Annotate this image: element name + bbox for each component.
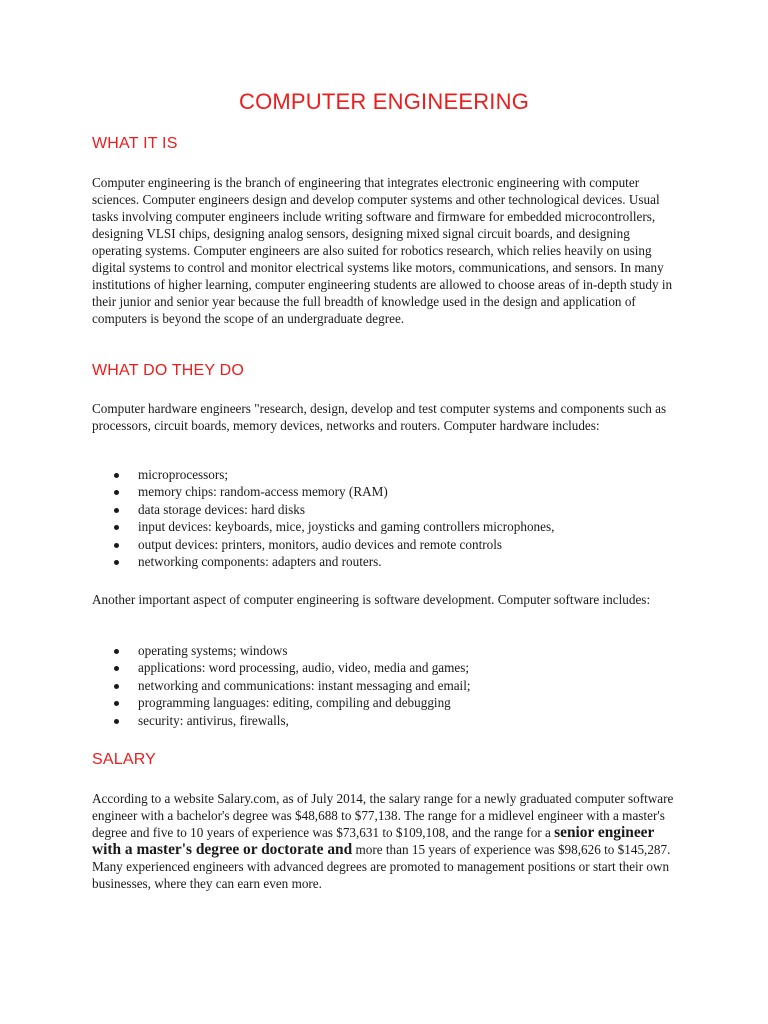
list-item: programming languages: editing, compiling and debugging	[92, 694, 678, 711]
list-item: data storage devices: hard disks	[92, 501, 678, 518]
list-item: networking components: adapters and routers.	[92, 553, 678, 570]
heading-salary: SALARY	[92, 751, 157, 768]
list-item: applications: word processing, audio, video, media and games;	[92, 659, 678, 676]
list-item: memory chips: random-access memory (RAM)	[92, 483, 678, 500]
list-item: input devices: keyboards, mice, joysticks and gaming controllers microphones,	[92, 518, 678, 535]
document-title: COMPUTER ENGINEERING	[238, 89, 530, 114]
salary-emphasis: senior engineer with a master's degree or doctorate and	[92, 824, 655, 858]
paragraph-software-intro: Another important aspect of computer engineering is software development. Computer software includes:	[92, 592, 651, 607]
list-item: security: antivirus, firewalls,	[92, 712, 678, 729]
hardware-list	[92, 466, 678, 570]
heading-what-do-they-do: WHAT DO THEY DO	[92, 362, 245, 379]
paragraph-what-it-is: Computer engineering is the branch of engineering that integrates electronic engineering with computer sciences. Computer engineers design and develop computer systems and other technological devices. Usual tasks involving computer engineers include writing software and firmware for embedded microcontrollers, designing VLSI chips, designing analog sensors, designing mixed signal circuit boards, and designing operating systems. Computer engineers are also suited for robotics research, which relies heavily on using digital systems to control and monitor electrical systems like motors, communications, and sensors. In many institutions of higher learning, computer engineering students are allowed to choose areas of in-depth study in their junior and senior year because the full breadth of knowledge used in the design and application of computers is beyond the scope of an undergraduate degree.	[92, 175, 673, 326]
paragraph-hardware-intro: Computer hardware engineers "research, design, develop and test computer systems and components such as processors, circuit boards, memory devices, networks and routers. Computer hardware includes:	[92, 401, 667, 433]
paragraph-salary	[92, 790, 678, 892]
heading-what-it-is: WHAT IT IS	[92, 135, 178, 152]
software-list	[92, 642, 678, 729]
list-item: output devices: printers, monitors, audio devices and remote controls	[92, 536, 678, 553]
list-item: microprocessors;	[92, 466, 678, 483]
salary-text-start: According to a website Salary.com, as of July 2014, the salary range for a newly graduated computer software engineer with a bachelor's degree was $48,688 to $77,138. The range for a midlevel engineer with a master's degree and five to 10 years of experience was $73,631 to $109,108, and the range for a	[92, 791, 674, 840]
salary-text-end: more than 15 years of experience was $98,626 to $145,287. Many experienced engineers with advanced degrees are promoted to management positions or start their own businesses, where they can earn even more.	[92, 842, 671, 891]
list-item: operating systems; windows	[92, 642, 678, 659]
list-item: networking and communications: instant messaging and email;	[92, 677, 678, 694]
